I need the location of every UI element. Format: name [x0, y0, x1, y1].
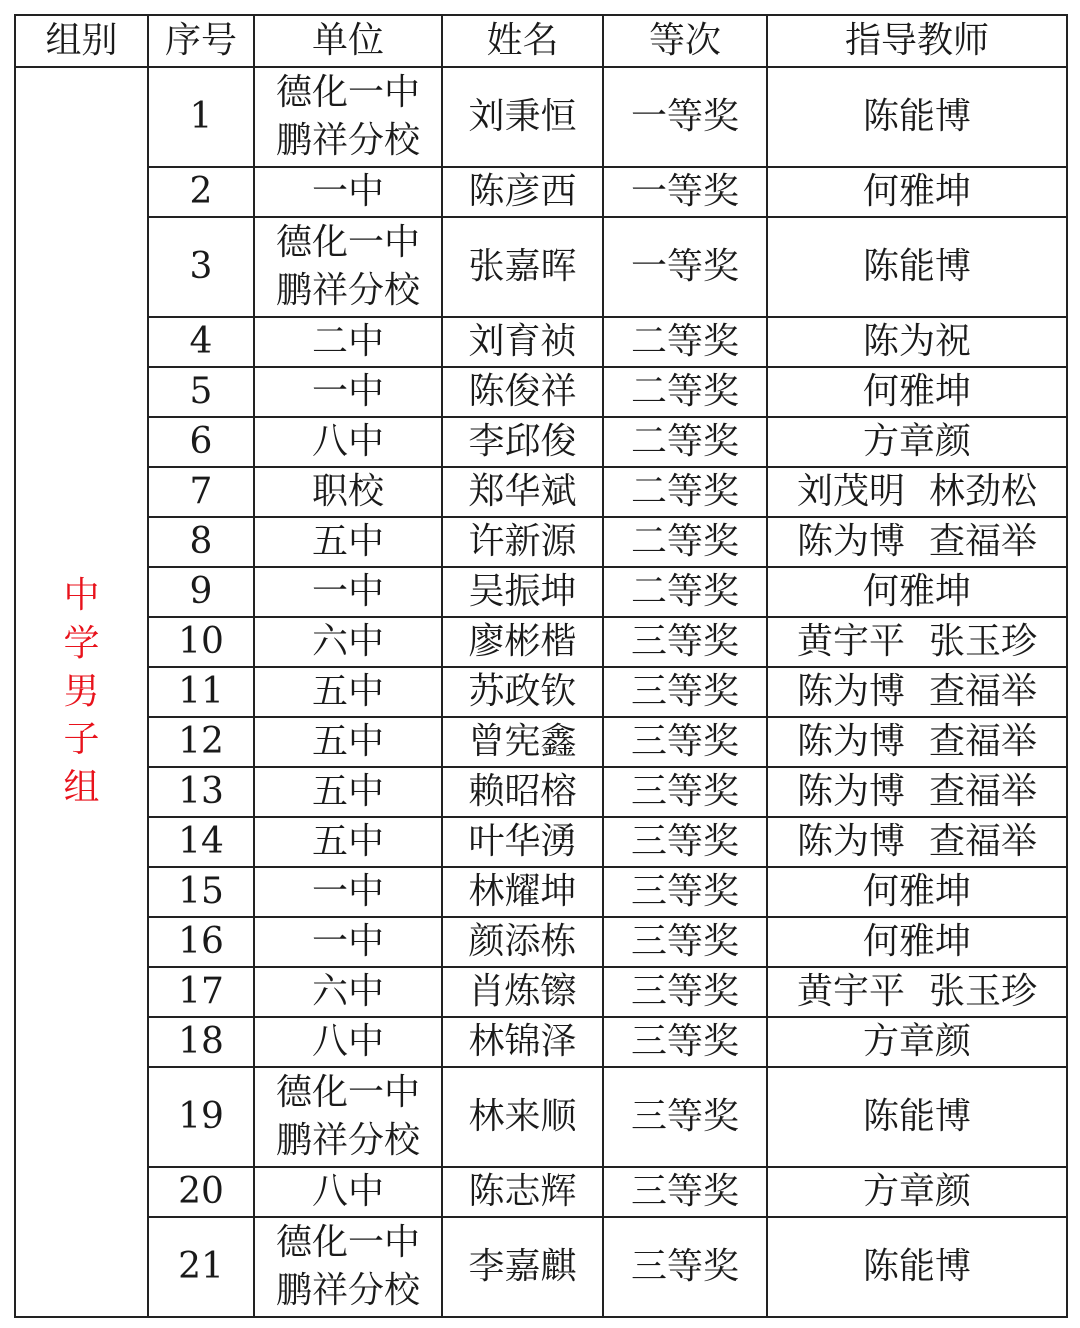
cell-name: 刘育祯: [442, 317, 603, 367]
table-row: [15, 917, 1067, 967]
cell-number: 6: [148, 417, 254, 467]
cell-unit-line: 鹏祥分校: [275, 270, 420, 311]
teacher-name: 方章颜: [862, 1021, 971, 1062]
table-row: [15, 767, 1067, 817]
cell-name: 林耀坤: [442, 867, 603, 917]
cell-unit: [254, 217, 442, 317]
cell-unit-line: 五中: [311, 521, 384, 562]
group-label-char: 中: [63, 575, 100, 616]
teacher-name: 陈为博: [796, 771, 905, 812]
cell-unit: [254, 467, 442, 517]
cell-number: 17: [148, 967, 254, 1017]
cell-unit: [254, 367, 442, 417]
cell-rank: 三等奖: [603, 1167, 767, 1217]
cell-number: 4: [148, 317, 254, 367]
teacher-name: 查福举: [929, 821, 1038, 862]
cell-teacher: [767, 167, 1067, 217]
cell-teacher: [767, 567, 1067, 617]
table-row: [15, 567, 1067, 617]
cell-number: 19: [148, 1067, 254, 1167]
cell-unit: [254, 817, 442, 867]
table-row: [15, 617, 1067, 667]
table-row: [15, 1167, 1067, 1217]
cell-unit: [254, 1017, 442, 1067]
cell-rank: 二等奖: [603, 317, 767, 367]
cell-unit: [254, 717, 442, 767]
table-row: [15, 867, 1067, 917]
cell-number: 18: [148, 1017, 254, 1067]
cell-name: 陈志辉: [442, 1167, 603, 1217]
cell-teacher: [767, 867, 1067, 917]
header-unit: 单位: [254, 15, 442, 67]
cell-name: 张嘉晖: [442, 217, 603, 317]
cell-name: 陈彦西: [442, 167, 603, 217]
table-row: [15, 717, 1067, 767]
cell-name: 林锦泽: [442, 1017, 603, 1067]
header-name: 姓名: [442, 15, 603, 67]
cell-number: 21: [148, 1217, 254, 1317]
cell-unit: [254, 617, 442, 667]
cell-rank: 一等奖: [603, 167, 767, 217]
cell-name: 李邱俊: [442, 417, 603, 467]
cell-teacher: [767, 467, 1067, 517]
teacher-name: 黄宇平: [796, 621, 905, 662]
cell-unit-line: 一中: [311, 571, 384, 612]
cell-unit-line: 八中: [311, 1171, 384, 1212]
teacher-name: 刘茂明: [796, 471, 905, 512]
table-body: [15, 67, 1067, 1317]
cell-teacher: [767, 367, 1067, 417]
cell-rank: 三等奖: [603, 617, 767, 667]
cell-name: 赖昭榕: [442, 767, 603, 817]
group-label: [15, 67, 148, 1317]
cell-unit: [254, 1217, 442, 1317]
cell-name: 许新源: [442, 517, 603, 567]
cell-rank: 三等奖: [603, 667, 767, 717]
awards-table: [14, 14, 1068, 1318]
cell-rank: 一等奖: [603, 217, 767, 317]
cell-teacher: [767, 67, 1067, 167]
cell-unit-line: 六中: [311, 971, 384, 1012]
cell-name: 肖炼镲: [442, 967, 603, 1017]
cell-number: 20: [148, 1167, 254, 1217]
cell-teacher: [767, 217, 1067, 317]
header-rank: 等次: [603, 15, 767, 67]
cell-number: 5: [148, 367, 254, 417]
cell-number: 3: [148, 217, 254, 317]
teacher-name: 何雅坤: [862, 171, 971, 212]
table-row: [15, 1217, 1067, 1317]
cell-name: 叶华湧: [442, 817, 603, 867]
cell-rank: 三等奖: [603, 1067, 767, 1167]
teacher-name: 何雅坤: [862, 871, 971, 912]
cell-number: 9: [148, 567, 254, 617]
cell-teacher: [767, 717, 1067, 767]
cell-teacher: [767, 317, 1067, 367]
teacher-name: 陈为博: [796, 721, 905, 762]
cell-unit-line: 一中: [311, 371, 384, 412]
cell-rank: 三等奖: [603, 717, 767, 767]
cell-number: 10: [148, 617, 254, 667]
cell-unit: [254, 567, 442, 617]
cell-unit: [254, 317, 442, 367]
teacher-name: 陈为博: [796, 521, 905, 562]
cell-name: 郑华斌: [442, 467, 603, 517]
cell-rank: 二等奖: [603, 517, 767, 567]
cell-number: 1: [148, 67, 254, 167]
cell-unit-line: 鹏祥分校: [275, 1270, 420, 1311]
cell-unit-line: 德化一中: [275, 72, 420, 113]
cell-unit: [254, 917, 442, 967]
cell-rank: 二等奖: [603, 567, 767, 617]
teacher-name: 陈能博: [862, 1096, 971, 1137]
group-label-char: 学: [63, 623, 100, 664]
table-header: [15, 15, 1067, 67]
table-row: [15, 967, 1067, 1017]
table-row: [15, 817, 1067, 867]
cell-number: 2: [148, 167, 254, 217]
teacher-name: 林劲松: [929, 471, 1038, 512]
cell-unit: [254, 67, 442, 167]
teacher-name: 陈能博: [862, 246, 971, 287]
cell-unit: [254, 517, 442, 567]
group-label-char: 组: [63, 767, 100, 808]
table-row: [15, 367, 1067, 417]
teacher-name: 何雅坤: [862, 571, 971, 612]
teacher-name: 查福举: [929, 771, 1038, 812]
cell-name: 吴振坤: [442, 567, 603, 617]
cell-name: 陈俊祥: [442, 367, 603, 417]
cell-teacher: [767, 767, 1067, 817]
cell-number: 11: [148, 667, 254, 717]
teacher-name: 方章颜: [862, 1171, 971, 1212]
cell-name: 李嘉麒: [442, 1217, 603, 1317]
cell-teacher: [767, 617, 1067, 667]
cell-unit: [254, 417, 442, 467]
group-label-char: 男: [63, 671, 100, 712]
teacher-name: 方章颜: [862, 421, 971, 462]
teacher-name: 陈为博: [796, 821, 905, 862]
cell-unit-line: 鹏祥分校: [275, 120, 420, 161]
table-row: [15, 217, 1067, 317]
cell-rank: 三等奖: [603, 967, 767, 1017]
cell-unit: [254, 667, 442, 717]
cell-unit: [254, 167, 442, 217]
cell-name: 曾宪鑫: [442, 717, 603, 767]
table-row: [15, 317, 1067, 367]
cell-unit-line: 德化一中: [275, 1072, 420, 1113]
cell-rank: 一等奖: [603, 67, 767, 167]
table-row: [15, 67, 1067, 167]
cell-number: 12: [148, 717, 254, 767]
cell-unit-line: 五中: [311, 821, 384, 862]
header-teacher: 指导教师: [767, 15, 1067, 67]
cell-name: 颜添栋: [442, 917, 603, 967]
cell-number: 15: [148, 867, 254, 917]
cell-teacher: [767, 417, 1067, 467]
teacher-name: 张玉珍: [929, 621, 1038, 662]
teacher-name: 查福举: [929, 721, 1038, 762]
cell-number: 7: [148, 467, 254, 517]
cell-rank: 三等奖: [603, 917, 767, 967]
cell-teacher: [767, 1017, 1067, 1067]
cell-teacher: [767, 1167, 1067, 1217]
cell-teacher: [767, 967, 1067, 1017]
cell-rank: 三等奖: [603, 767, 767, 817]
cell-unit: [254, 767, 442, 817]
table-row: [15, 167, 1067, 217]
cell-teacher: [767, 517, 1067, 567]
teacher-name: 何雅坤: [862, 371, 971, 412]
cell-teacher: [767, 667, 1067, 717]
cell-unit-line: 一中: [311, 921, 384, 962]
teacher-name: 陈能博: [862, 1246, 971, 1287]
cell-unit: [254, 967, 442, 1017]
cell-rank: 三等奖: [603, 1017, 767, 1067]
cell-rank: 二等奖: [603, 417, 767, 467]
cell-rank: 二等奖: [603, 367, 767, 417]
cell-number: 13: [148, 767, 254, 817]
teacher-name: 何雅坤: [862, 921, 971, 962]
cell-unit-line: 一中: [311, 171, 384, 212]
cell-unit-line: 鹏祥分校: [275, 1120, 420, 1161]
teacher-name: 黄宇平: [796, 971, 905, 1012]
cell-number: 8: [148, 517, 254, 567]
header-row: [15, 15, 1067, 67]
cell-unit-line: 五中: [311, 671, 384, 712]
table-row: [15, 667, 1067, 717]
table-row: [15, 1067, 1067, 1167]
cell-unit-line: 六中: [311, 621, 384, 662]
cell-teacher: [767, 1067, 1067, 1167]
cell-unit-line: 八中: [311, 421, 384, 462]
teacher-name: 陈为博: [796, 671, 905, 712]
cell-unit-line: 二中: [311, 321, 384, 362]
cell-teacher: [767, 817, 1067, 867]
teacher-name: 陈能博: [862, 96, 971, 137]
cell-number: 16: [148, 917, 254, 967]
header-group: 组别: [15, 15, 148, 67]
cell-unit-line: 德化一中: [275, 222, 420, 263]
cell-unit: [254, 867, 442, 917]
cell-name: 廖彬楷: [442, 617, 603, 667]
table-row: [15, 467, 1067, 517]
group-label-char: 子: [63, 719, 100, 760]
cell-teacher: [767, 1217, 1067, 1317]
teacher-name: 查福举: [929, 671, 1038, 712]
cell-unit: [254, 1067, 442, 1167]
teacher-name: 陈为祝: [862, 321, 971, 362]
cell-unit-line: 八中: [311, 1021, 384, 1062]
cell-rank: 三等奖: [603, 817, 767, 867]
table-row: [15, 517, 1067, 567]
cell-teacher: [767, 917, 1067, 967]
cell-name: 苏政钦: [442, 667, 603, 717]
cell-name: 刘秉恒: [442, 67, 603, 167]
cell-unit-line: 德化一中: [275, 1222, 420, 1263]
cell-rank: 三等奖: [603, 867, 767, 917]
cell-number: 14: [148, 817, 254, 867]
cell-name: 林来顺: [442, 1067, 603, 1167]
cell-unit-line: 五中: [311, 771, 384, 812]
cell-unit: [254, 1167, 442, 1217]
table-row: [15, 417, 1067, 467]
header-number: 序号: [148, 15, 254, 67]
teacher-name: 张玉珍: [929, 971, 1038, 1012]
cell-unit-line: 职校: [311, 471, 384, 512]
teacher-name: 查福举: [929, 521, 1038, 562]
cell-rank: 三等奖: [603, 1217, 767, 1317]
cell-unit-line: 五中: [311, 721, 384, 762]
cell-rank: 二等奖: [603, 467, 767, 517]
cell-unit-line: 一中: [311, 871, 384, 912]
table-row: [15, 1017, 1067, 1067]
